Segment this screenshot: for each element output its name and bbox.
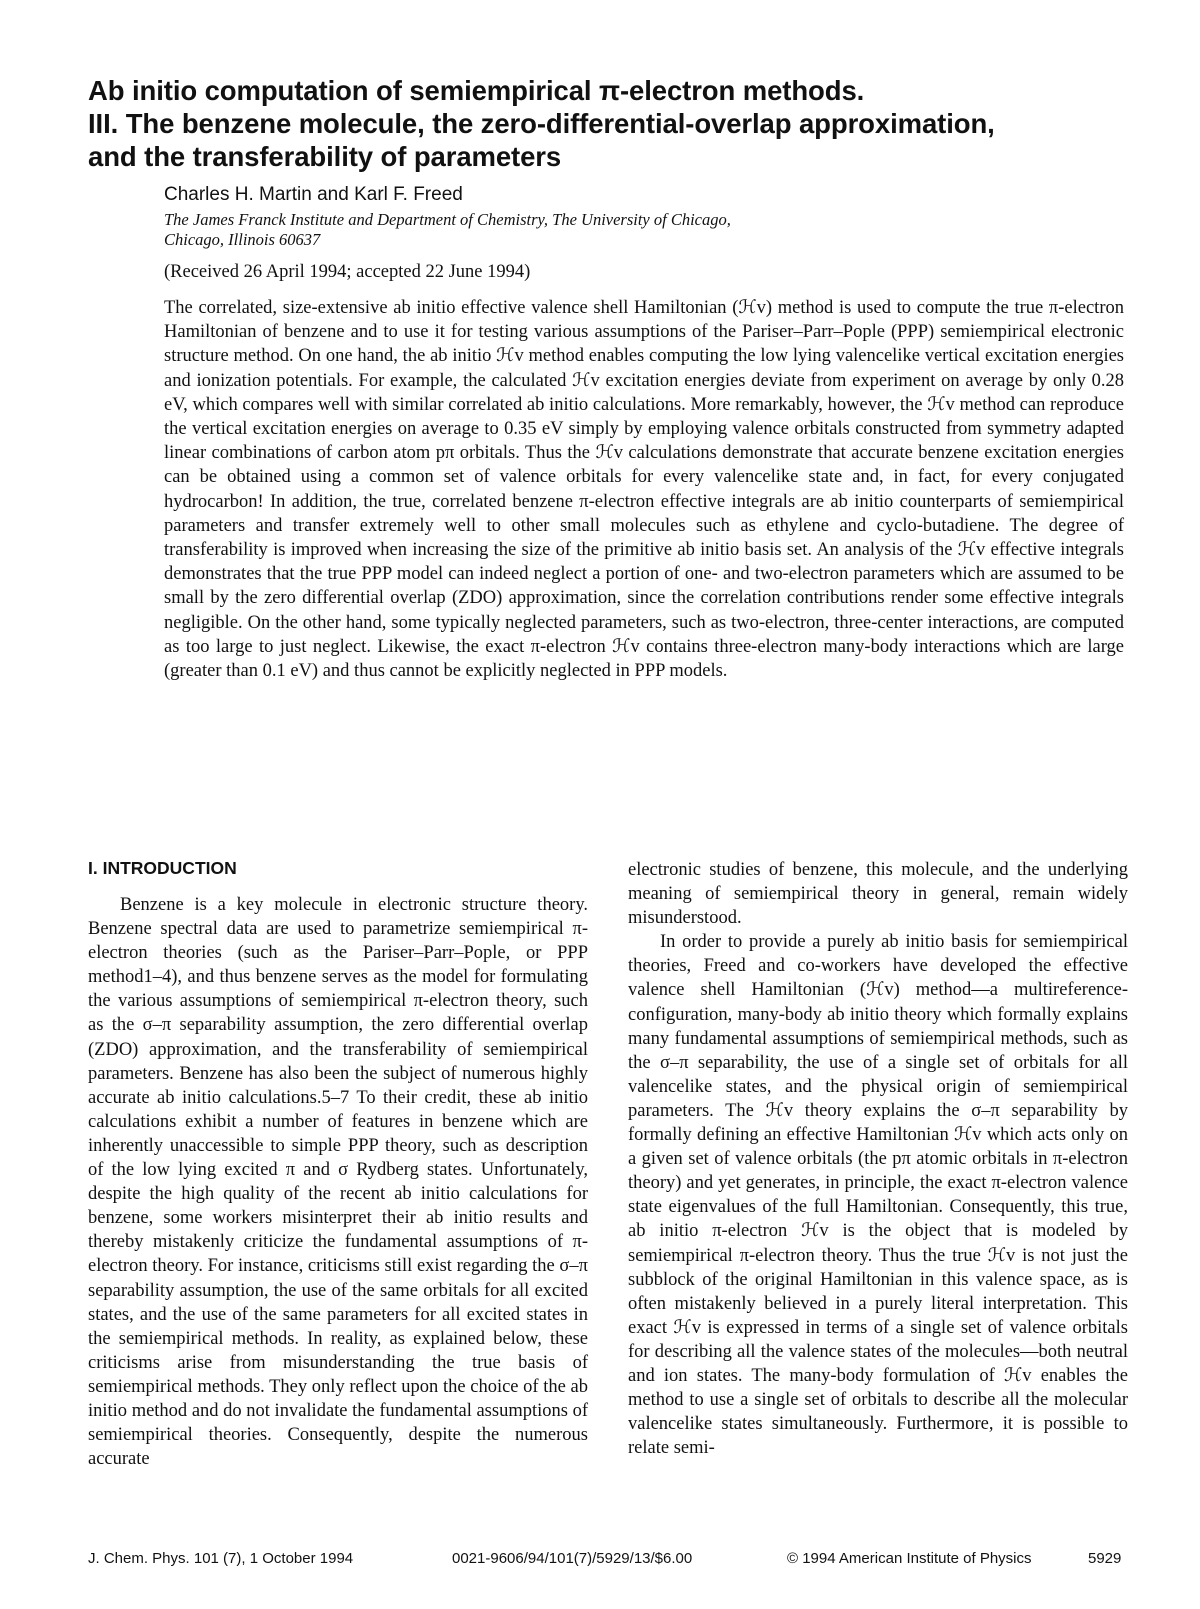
footer-article-code: 0021-9606/94/101(7)/5929/13/$6.00 [452, 1550, 693, 1567]
section-heading: I. INTRODUCTION [88, 858, 237, 878]
body-paragraph: Benzene is a key molecule in electronic structure theory. Benzene spectral data are used to parametrize semiempirical π-electron theories (such as the Pariser–Parr–Pople, or PPP method1–4), and thus benzene serves as the model for formulating the various assumptions of semiempirical π-electron theory, such as the σ–π separability assumption, the zero differential overlap (ZDO) approximation, and the transferability of semiempirical parameters. Benzene has also been the subject of numerous highly accurate ab initio calculations.5–7 To their credit, these ab initio calculations exhibit a number of features in benzene which are inherently unaccessible to simple PPP theory, such as description of the low lying excited π and σ Rydberg states. Unfortunately, despite the high quality of the recent ab initio calculations for benzene, some workers misinterpret their ab initio results and thereby mistakenly criticize the fundamental assumptions of π-electron theory. For instance, criticisms still exist regarding the σ–π separability assumption, the use of the same orbitals for all excited states, and the use of the same parameters for all excited states in the semiempirical methods. In reality, as explained below, these criticisms arise from misunderstanding the true basis of semiempirical methods. They only reflect upon the choice of the ab initio method and do not invalidate the fundamental assumptions of semiempirical theories. Consequently, despite the numerous accurate [88, 895, 588, 1470]
footer-journal-citation: J. Chem. Phys. 101 (7), 1 October 1994 [88, 1550, 354, 1567]
body-paragraph: electronic studies of benzene, this molecule, and the underlying meaning of semiempirical theory in general, remain widely misunderstood. [628, 860, 1128, 929]
affiliation-line-1: The James Franck Institute and Department of Chemistry, The University of Chicago, [164, 210, 731, 229]
affiliation [164, 210, 964, 250]
title-line-3: and the transferability of parameters [88, 141, 562, 172]
title-line-2: III. The benzene molecule, the zero-differential-overlap approximation, [88, 108, 995, 139]
abstract: The correlated, size-extensive ab initio effective valence shell Hamiltonian (ℋv) method is used to compute the true π-electron Hamiltonian of benzene and to use it for testing various assumptions of the Pariser–Parr–Pople (PPP) semiempirical electronic structure method. On one hand, the ab initio ℋv method enables computing the low lying valencelike vertical excitation energies and ionization potentials. For example, the calculated ℋv excitation energies deviate from experiment on average by only 0.28 eV, which compares well with similar correlated ab initio calculations. More remarkably, however, the ℋv method can reproduce the vertical excitation energies on average to 0.35 eV simply by employing valence orbitals constructed from symmetry adapted linear combinations of carbon atom pπ orbitals. Thus the ℋv calculations demonstrate that accurate benzene excitation energies can be obtained using a common set of valence orbitals for every valencelike state and, in fact, for every conjugated hydrocarbon! In addition, the true, correlated benzene π-electron effective integrals are ab initio counterparts of semiempirical parameters and transfer extremely well to other small molecules such as ethylene and cyclo-butadiene. The degree of transferability is improved when increasing the size of the primitive ab initio basis set. An analysis of the ℋv effective integrals demonstrates that the true PPP model can indeed neglect a portion of one- and two-electron parameters which are assumed to be small by the zero differential overlap (ZDO) approximation, since the correlation contributions render some effective integrals negligible. On the other hand, some typically neglected parameters, such as two-electron, three-center interactions, are computed as too large to just neglect. Likewise, the exact π-electron ℋv contains three-electron many-body interactions which are large (greater than 0.1 eV) and thus cannot be explicitly neglected in PPP models. [164, 298, 1124, 682]
article-title [88, 74, 1148, 173]
author-list: Charles H. Martin and Karl F. Freed [164, 184, 463, 205]
body-paragraph: In order to provide a purely ab initio basis for semiempirical theories, Freed and co-workers have developed the effective valence shell Hamiltonian (ℋv) method—a multireference-configuration, many-body ab initio theory which formally explains many fundamental assumptions of semiempirical methods, such as the σ–π separability, the use of a single set of orbitals for all valencelike states, and the physical origin of semiempirical parameters. The ℋv theory explains the σ–π separability by formally defining an effective Hamiltonian ℋv which acts only on a given set of valence orbitals (the pπ atomic orbitals in π-electron theory) and yet generates, in principle, the exact π-electron valence state eigenvalues of the full Hamiltonian. Consequently, this true, ab initio π-electron ℋv is the object that is modeled by semiempirical π-electron theory. Thus the true ℋv is not just the subblock of the original Hamiltonian in this valence space, as is often mistakenly believed in a purely literal interpretation. This exact ℋv is expressed in terms of a single set of valence orbitals for describing all the valence states of the molecules—both neutral and ion states. The many-body formulation of ℋv enables the method to use a single set of orbitals to describe all the molecular valencelike states simultaneously. Furthermore, it is possible to relate semi- [628, 932, 1128, 1459]
page-number: 5929 [1088, 1550, 1122, 1567]
title-line-1: Ab initio computation of semiempirical π-electron methods. [88, 75, 865, 106]
footer-copyright: © 1994 American Institute of Physics [787, 1550, 1032, 1567]
affiliation-line-2: Chicago, Illinois 60637 [164, 230, 321, 249]
received-dates: (Received 26 April 1994; accepted 22 June 1994) [164, 262, 531, 282]
body-column-right [628, 858, 1128, 1460]
body-column-left [88, 858, 588, 1471]
